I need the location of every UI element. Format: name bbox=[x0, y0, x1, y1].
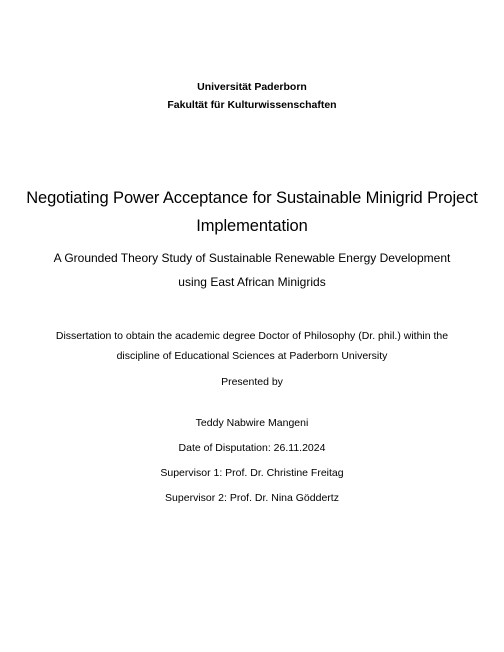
thesis-subtitle-line-2: using East African Minigrids bbox=[178, 275, 326, 289]
disputation-date: Date of Disputation: 26.11.2024 bbox=[178, 442, 326, 454]
faculty-name: Fakultät für Kulturwissenschaften bbox=[167, 99, 337, 111]
supervisor-1: Supervisor 1: Prof. Dr. Christine Freitag bbox=[160, 467, 344, 479]
dissertation-statement-line-2: discipline of Educational Sciences at Paderborn University bbox=[116, 350, 388, 362]
university-name: Universität Paderborn bbox=[197, 81, 307, 93]
dissertation-statement-line-1: Dissertation to obtain the academic degree Doctor of Philosophy (Dr. phil.) within the bbox=[55, 330, 449, 342]
presented-by-label: Presented by bbox=[221, 376, 283, 388]
author-name: Teddy Nabwire Mangeni bbox=[195, 417, 309, 429]
thesis-title-line-2: Implementation bbox=[196, 217, 308, 235]
thesis-title-line-1: Negotiating Power Acceptance for Sustainable Minigrid Project bbox=[26, 189, 478, 207]
thesis-subtitle-line-1: A Grounded Theory Study of Sustainable Renewable Energy Development bbox=[53, 251, 451, 265]
supervisor-2: Supervisor 2: Prof. Dr. Nina Göddertz bbox=[165, 492, 339, 504]
